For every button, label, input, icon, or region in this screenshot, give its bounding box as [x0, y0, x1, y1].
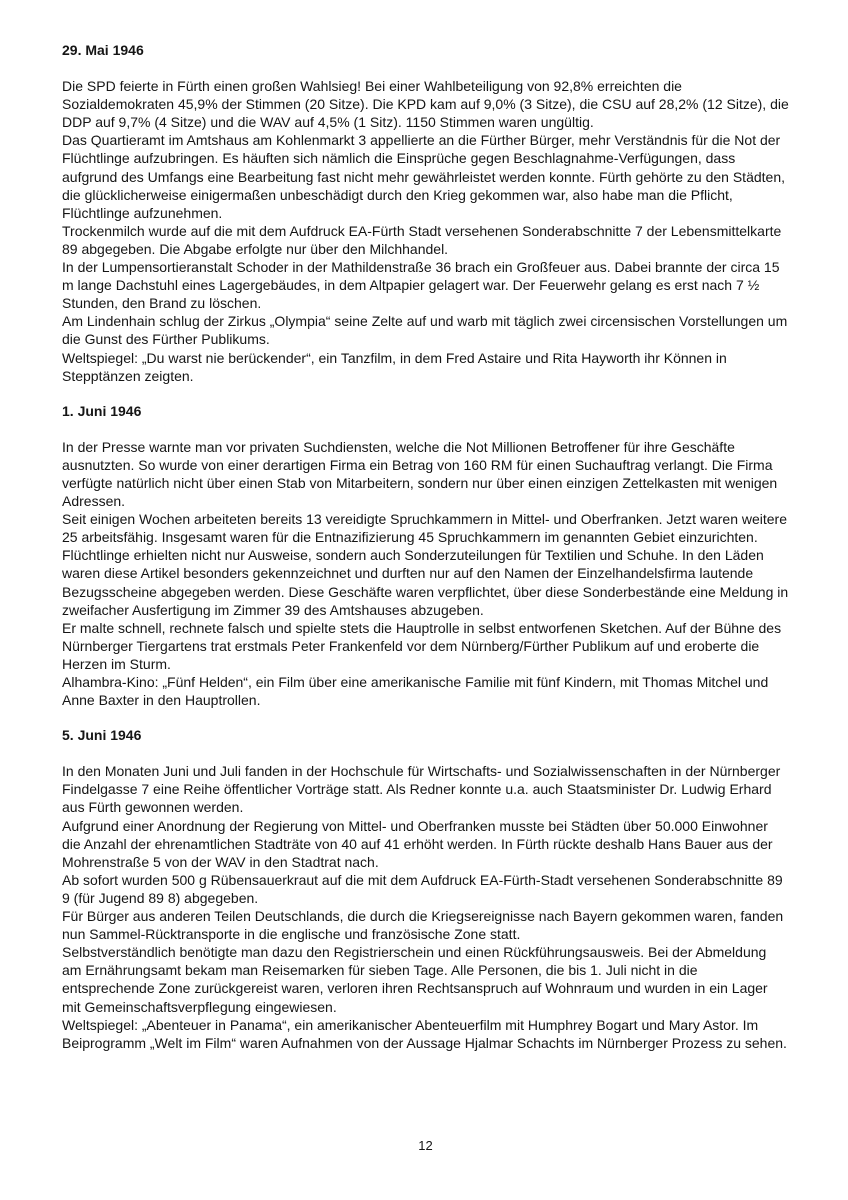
paragraph: In den Monaten Juni und Juli fanden in der Hochschule für Wirtschafts- und Sozialwissenschaften in der Nürnberger Findelgasse 7 eine Reihe öffentlicher Vorträge statt. Als Redner konnte u.a. auch Staatsminister Dr. Ludwig Erhard aus Fürth gewonnen werden.: [62, 763, 781, 816]
paragraph: Selbstverständlich benötigte man dazu den Registrierschein und einen Rückführungsausweis. Bei der Abmeldung am Ernährungsamt bekam man Reisemarken für sieben Tage. Alle Personen, die bis 1. Juli nicht in die entsprechende Zone zurückgereist waren, verloren ihren Rechtsanspruch auf Wohnraum und wurden in ein Lager mit Gemeinschaftsverpflegung eingewiesen.: [62, 944, 768, 1015]
paragraph: Weltspiegel: „Abenteuer in Panama“, ein amerikanischer Abenteuerfilm mit Humphrey Bogart und Mary Astor. Im Beiprogramm „Welt im Film“ waren Aufnahmen von der Aussage Hjalmar Schachts im Nürnberger Prozess zu sehen.: [62, 1016, 787, 1051]
page-number: 12: [418, 1138, 433, 1153]
section-heading: 29. Mai 1946: [62, 42, 144, 58]
paragraph: Er malte schnell, rechnete falsch und spielte stets die Hauptrolle in selbst entworfenen Sketchen. Auf der Bühne des Nürnberger Tiergartens trat erstmals Peter Frankenfeld vor dem Nürnberg/Fürther Publikum auf und eroberte die Herzen im Sturm.: [62, 619, 782, 672]
paragraph: Ab sofort wurden 500 g Rübensauerkraut auf die mit dem Aufdruck EA-Fürth-Stadt versehenen Sonderabschnitte 89 9 (für Jugend 89 8) abgegeben.: [62, 871, 783, 906]
paragraph: Die SPD feierte in Fürth einen großen Wahlsieg! Bei einer Wahlbeteiligung von 92,8% erreichten die Sozialdemokraten 45,9% der Stimmen (20 Sitze). Die KPD kam auf 9,0% (3 Sitze), die CSU auf 28,2% (12 Sitze), die DDP auf 9,7% (4 Sitze) und die WAV auf 4,5% (1 Sitz). 1150 Stimmen waren ungültig.: [62, 78, 789, 131]
paragraph: In der Lumpensortieranstalt Schoder in der Mathildenstraße 36 brach ein Großfeuer aus. Dabei brannte der circa 15 m lange Dachstuhl eines Lagergebäudes, in dem Altpapier gelagert war. Der Feuerwehr gelang es erst nach 7 ½ Stunden, den Brand zu löschen.: [62, 259, 780, 312]
section-29-mai-1946: [62, 41, 789, 385]
section-heading: 1. Juni 1946: [62, 402, 142, 419]
paragraph: Weltspiegel: „Du warst nie berückender“, ein Tanzfilm, in dem Fred Astaire und Rita Hayworth ihr Können in Stepptänzen zeigten.: [62, 349, 727, 384]
paragraph: Flüchtlinge erhielten nicht nur Ausweise, sondern auch Sonderzuteilungen für Textilien und Schuhe. In den Läden waren diese Artikel besonders gekennzeichnet und durften nur auf den Namen der Einzelhandelsfirma lautende Bezugsscheine abgegeben werden. Diese Geschäfte waren verpflichtet, über diese Sonderbestände eine Meldung in zweifacher Ausfertigung im Zimmer 39 des Amtshauses abzugeben.: [62, 547, 789, 618]
section-5-juni-1946: [62, 726, 789, 1052]
paragraph: Für Bürger aus anderen Teilen Deutschlands, die durch die Kriegsereignisse nach Bayern gekommen waren, fanden nun Sammel-Rücktransporte in die englische und französische Zone statt.: [62, 908, 784, 943]
paragraph: Das Quartieramt im Amtshaus am Kohlenmarkt 3 appellierte an die Fürther Bürger, mehr Verständnis für die Not der Flüchtlinge aufzubringen. Es häuften sich nämlich die Einsprüche gegen Beschlagnahme-Verfügungen, dass aufgrund des Umfangs eine Bearbeitung fast nicht mehr gewährleistet werden konnte. Fürth gehörte zu den Städten, die glücklicherweise einigermaßen unbeschädigt durch den Krieg gekommen war, also habe man die Pflicht, Flüchtlinge aufzunehmen.: [62, 132, 785, 221]
paragraph: Am Lindenhain schlug der Zirkus „Olympia“ seine Zelte auf und warb mit täglich zwei circensischen Vorstellungen um die Gunst des Fürther Publikums.: [62, 313, 788, 348]
document-content: [62, 41, 789, 1052]
paragraph: Trockenmilch wurde auf die mit dem Aufdruck EA-Fürth Stadt versehenen Sonderabschnitte 7 der Lebensmittelkarte 89 abgegeben. Die Abgabe erfolgte nur über den Milchhandel.: [62, 222, 782, 257]
section-1-juni-1946: [62, 402, 789, 710]
paragraph: In der Presse warnte man vor privaten Suchdiensten, welche die Not Millionen Betroffener für ihre Geschäfte ausnutzten. So wurde von einer derartigen Firma ein Betrag von 160 RM für einen Suchauftrag verlangt. Die Firma verfügte natürlich nicht über einen Stab von Mitarbeitern, sondern nur über einen einzigen Zettelkasten mit wenigen Adressen.: [62, 438, 778, 510]
paragraph: Seit einigen Wochen arbeiteten bereits 13 vereidigte Spruchkammern in Mittel- und Oberfranken. Jetzt waren weitere 25 arbeitsfähig. Insgesamt waren für die Entnazifizierung 45 Spruchkammern im genannten Gebiet einzurichten.: [62, 511, 788, 546]
section-heading: 5. Juni 1946: [62, 727, 142, 744]
paragraph: Alhambra-Kino: „Fünf Helden“, ein Film über eine amerikanische Familie mit fünf Kindern, mit Thomas Mitchel und Anne Baxter in den Hauptrollen.: [62, 674, 769, 709]
paragraph: Aufgrund einer Anordnung der Regierung von Mittel- und Oberfranken musste bei Städten über 50.000 Einwohner die Anzahl der ehrenamtlichen Stadträte von 40 auf 41 erhöht werden. In Fürth rückte deshalb Hans Bauer aus der Mohrenstraße 5 von der WAV in den Stadtrat nach.: [62, 817, 773, 870]
